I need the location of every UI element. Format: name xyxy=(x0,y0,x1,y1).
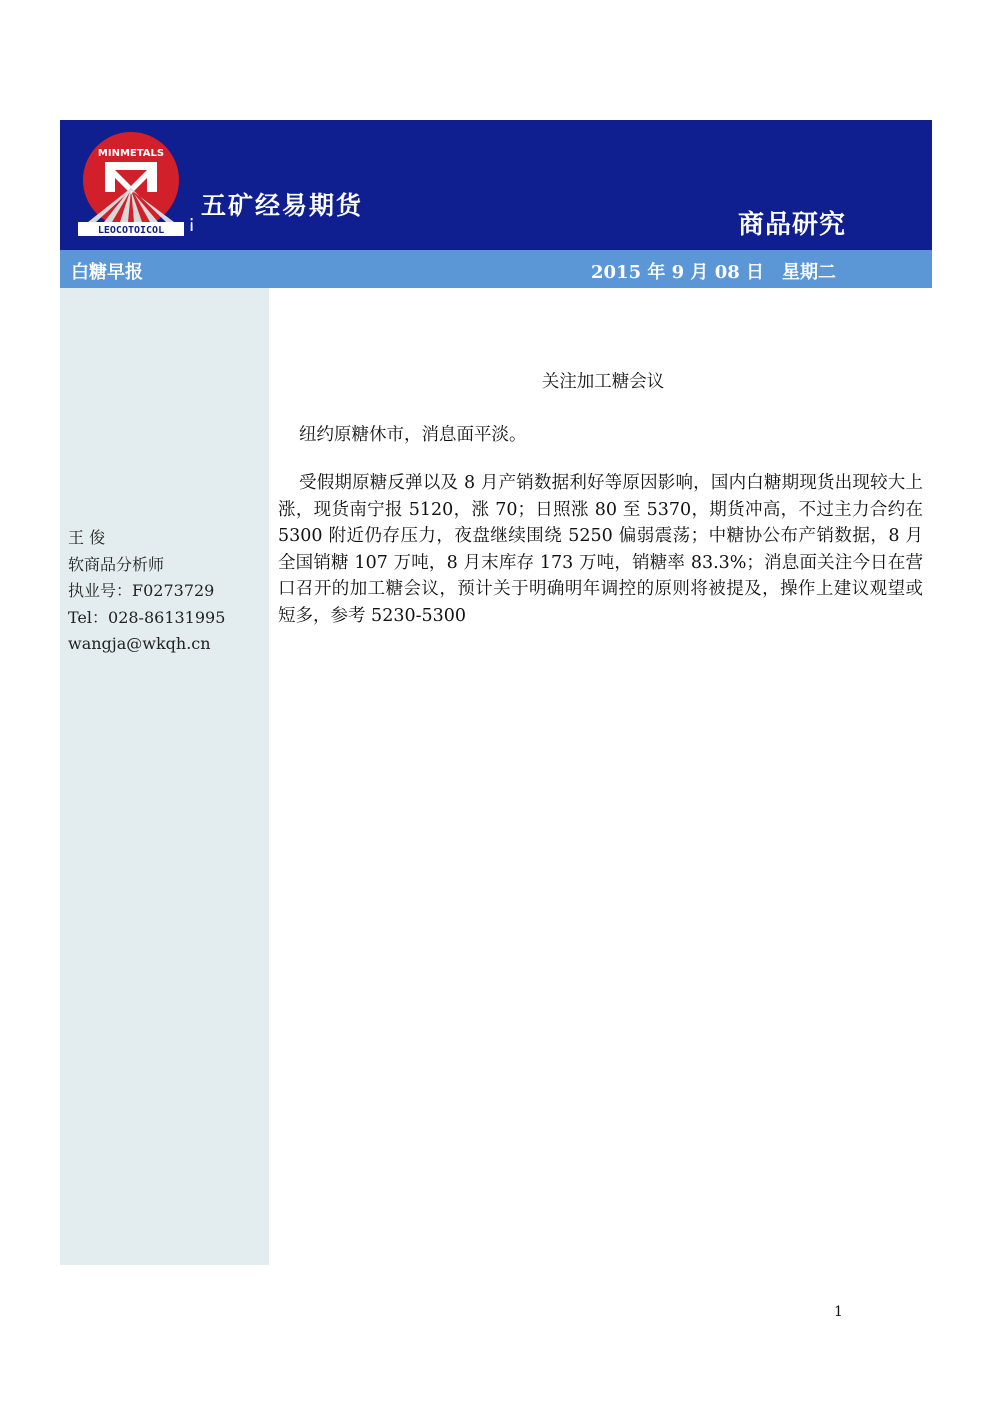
author-title: 软商品分析师 xyxy=(68,554,165,574)
article-paragraph-1: 纽约原糖休市，消息面平淡。 xyxy=(299,425,527,445)
author-sidebar xyxy=(60,288,269,1265)
author-info xyxy=(68,525,225,658)
author-license: 执业号：F0273729 xyxy=(68,581,215,600)
author-email[interactable]: wangja@wkqh.cn xyxy=(68,634,211,653)
article-paragraph-2: 受假期原糖反弹以及 8 月产销数据利好等原因影响，国内白糖期现货出现较大上涨，现货南宁报 5120，涨 70；日照涨 80 至 5370，期货冲高，不过主力合约在 5300 附近仍存压力，夜盘继续围绕 5250 偏弱震荡；中糖协公布产销数据，8 月全国销糖 107 万吨，8 月末库存 173 万吨，销糖率 83.3%；消息面关注今日在营口召开的加工糖会议，预计关于明确明年调控的原则将被提及，操作上建议观望或短多，参考 5230-5300 xyxy=(278,473,923,626)
report-header xyxy=(60,120,932,250)
report-name: 白糖早报 xyxy=(71,262,143,283)
logo-separator: ¡ xyxy=(188,212,196,233)
svg-text:MINMETALS: MINMETALS xyxy=(97,148,165,159)
section-title: 商品研究 xyxy=(738,210,847,240)
author-phone: Tel：028-86131995 xyxy=(68,607,226,627)
report-date: 2015 年 9 月 08 日 星期二 xyxy=(591,262,837,283)
company-name: 五矿经易期货 xyxy=(201,191,364,220)
svg-text:LEOCOTOICOL: LEOCOTOICOL xyxy=(97,225,165,236)
page-number: 1 xyxy=(834,1304,843,1320)
author-name: 王 俊 xyxy=(68,528,106,547)
minmetals-logo xyxy=(78,130,184,238)
article-title: 关注加工糖会议 xyxy=(541,372,665,392)
report-subbar xyxy=(60,250,932,288)
